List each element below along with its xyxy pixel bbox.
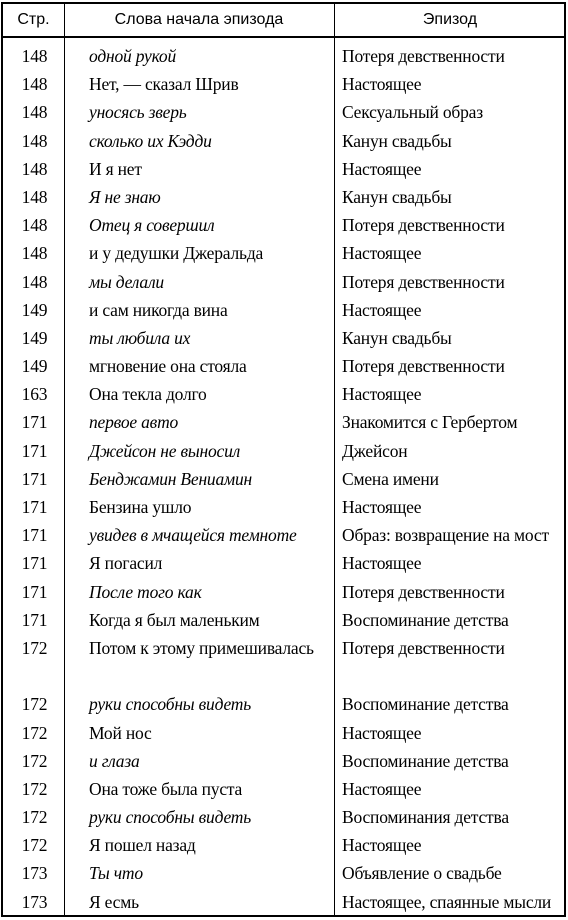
page-number: 148 (21, 46, 48, 66)
episode-name: Настоящее (342, 74, 422, 95)
table-row (3, 183, 564, 211)
episode-name: Потеря девственности (342, 581, 505, 602)
episode-name: Потеря девственности (342, 46, 505, 66)
page-number: 171 (21, 497, 48, 517)
episode-start-words: И я нет (89, 158, 142, 179)
episode-name: Настоящее (342, 778, 422, 799)
episode-name: Настоящее (342, 384, 422, 405)
episode-start-words: Когда я был маленьким (89, 609, 260, 630)
page-number: 173 (21, 863, 48, 884)
page-number: 171 (21, 553, 48, 574)
episode-start-words: мы делали (89, 271, 164, 292)
table-row (3, 690, 564, 718)
table-row (3, 888, 564, 916)
page-number: 172 (21, 778, 48, 799)
episode-name: Настоящее (342, 158, 422, 179)
page-number: 172 (21, 694, 48, 715)
page-number: 148 (21, 102, 48, 123)
table-row (3, 521, 564, 549)
page-number: 171 (21, 440, 48, 461)
episode-start-words: Ты что (89, 863, 143, 884)
episode-name: Настоящее, спаянные мысли (342, 891, 552, 912)
page-number: 148 (21, 186, 48, 207)
page-number: 171 (21, 609, 48, 630)
episode-name: Объявление о свадьбе (342, 863, 502, 884)
episode-name: Воспоминание детства (342, 609, 509, 630)
episode-name: Знакомится с Гербертом (342, 412, 518, 433)
page-number: 148 (21, 243, 48, 264)
episode-start-words: и сам никогда вина (89, 299, 228, 320)
page-number: 163 (21, 384, 48, 405)
episode-name: Сексуальный образ (342, 102, 483, 123)
episode-name: Настоящее (342, 497, 422, 517)
episode-start-words: Бензина ушло (89, 497, 192, 517)
page-number: 172 (21, 750, 48, 771)
episode-start-words: руки способны видеть (89, 694, 251, 715)
episode-name: Потеря девственности (342, 356, 505, 377)
episode-start-words: Она текла долго (89, 384, 207, 405)
page-number: 172 (21, 722, 48, 743)
episode-name: Канун свадьбы (342, 130, 452, 151)
table-body (3, 42, 564, 916)
table-row (3, 437, 564, 465)
episode-start-words: первое авто (89, 412, 179, 433)
table-row (3, 493, 564, 521)
episode-name: Воспоминания детства (342, 807, 509, 828)
episode-start-words: Бенджамин Вениамин (89, 468, 253, 489)
episode-start-words: Я пошел назад (89, 835, 196, 856)
table-row (3, 465, 564, 493)
table-row (3, 747, 564, 775)
table-row (3, 831, 564, 859)
episode-name: Образ: возвращение на мост (342, 525, 549, 546)
episode-name: Потеря девственности (342, 637, 505, 658)
page-number: 148 (21, 158, 48, 179)
episodes-table (1, 2, 566, 917)
table-row (3, 42, 564, 70)
episode-name: Воспоминание детства (342, 694, 509, 715)
page-number: 148 (21, 74, 48, 95)
header-words: Слова начала эпизода (114, 11, 284, 28)
page-number: 149 (21, 356, 48, 377)
page-number: 148 (21, 130, 48, 151)
table-row (3, 211, 564, 239)
episode-start-words: Нет, — сказал Шрив (89, 74, 239, 95)
episode-start-words: Джейсон не выносил (89, 440, 241, 461)
episode-start-words: и у дедушки Джеральда (89, 243, 264, 264)
page-number: 149 (21, 327, 48, 348)
episode-name: Смена имени (342, 468, 439, 489)
episode-name: Потеря девственности (342, 271, 505, 292)
page-number: 172 (21, 637, 48, 658)
table-row (3, 803, 564, 831)
episode-start-words: Она тоже была пуста (89, 778, 243, 799)
page-number: 171 (21, 525, 48, 546)
table-row (3, 719, 564, 747)
episode-name: Джейсон (342, 440, 408, 461)
table-row (3, 775, 564, 803)
episode-name: Настоящее (342, 722, 422, 743)
table-row (3, 380, 564, 408)
table-row (3, 268, 564, 296)
episode-start-words: руки способны видеть (89, 807, 251, 828)
table-row (3, 324, 564, 352)
page-number: 171 (21, 412, 48, 433)
episode-start-words: После того как (89, 581, 202, 602)
page-number: 171 (21, 581, 48, 602)
episode-name: Канун свадьбы (342, 327, 452, 348)
episode-name: Настоящее (342, 243, 422, 264)
page-number: 173 (21, 891, 48, 912)
episode-start-words: Я есмь (89, 891, 139, 912)
episode-start-words: Я не знаю (89, 186, 161, 207)
episode-start-words: сколько их Кэдди (89, 130, 212, 151)
episode-name: Канун свадьбы (342, 186, 452, 207)
page-number: 171 (21, 468, 48, 489)
header-page: Стр. (17, 11, 50, 28)
episode-start-words: мгновение она стояла (89, 356, 247, 377)
table-row (3, 352, 564, 380)
episode-start-words: Потом к этому примешивалась (89, 637, 314, 658)
table-row (3, 859, 564, 887)
page-number: 148 (21, 215, 48, 236)
episode-name: Потеря девственности (342, 215, 505, 236)
episode-start-words: ты любила их (89, 327, 191, 348)
episode-name: Настоящее (342, 553, 422, 574)
episode-name: Настоящее (342, 835, 422, 856)
episode-start-words: одной рукой (89, 46, 177, 66)
page-number: 172 (21, 835, 48, 856)
table-row (3, 98, 564, 126)
table-row (3, 70, 564, 98)
page-number: 148 (21, 271, 48, 292)
episode-start-words: Отец я совершил (89, 215, 215, 236)
table-row (3, 296, 564, 324)
table-row (3, 606, 564, 634)
table-row (3, 634, 564, 690)
table-row (3, 408, 564, 436)
table-row (3, 578, 564, 606)
table-row (3, 127, 564, 155)
episode-start-words: Я погасил (89, 553, 163, 574)
episode-start-words: и глаза (89, 750, 140, 771)
header-divider (3, 36, 564, 38)
episode-start-words: уносясь зверь (89, 102, 187, 123)
header-episode: Эпизод (422, 11, 478, 28)
page-number: 149 (21, 299, 48, 320)
episode-name: Настоящее (342, 299, 422, 320)
table-row (3, 239, 564, 267)
page-number: 172 (21, 807, 48, 828)
table-row (3, 549, 564, 577)
table-row (3, 155, 564, 183)
episode-start-words: Мой нос (89, 722, 152, 743)
episode-start-words: увидев в мчащейся темноте (89, 525, 297, 546)
episode-name: Воспоминание детства (342, 750, 509, 771)
